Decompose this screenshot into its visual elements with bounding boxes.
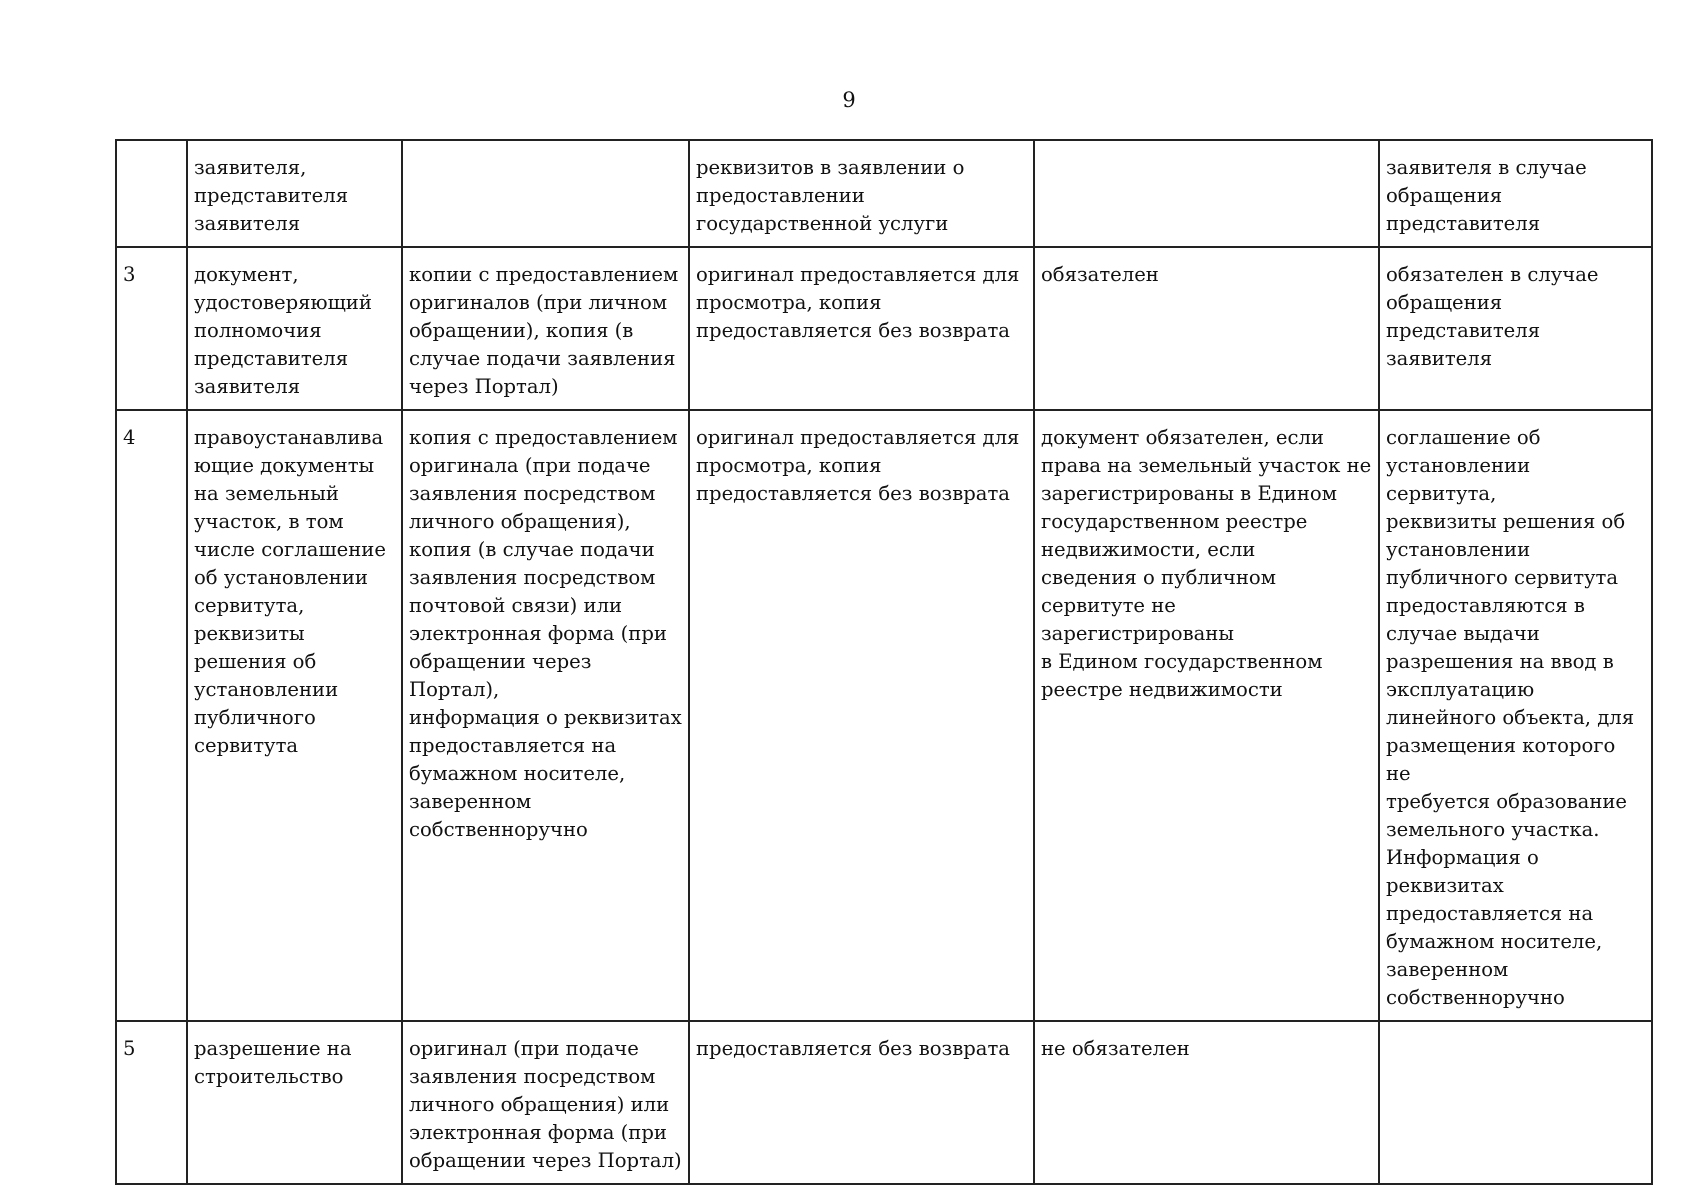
- submission-note-cell: предоставляется без возврата: [689, 1021, 1034, 1184]
- document-name-cell: заявителя, представителя заявителя: [187, 140, 402, 247]
- row-number-cell: 3: [116, 247, 187, 410]
- requirement-cell: не обязателен: [1034, 1021, 1379, 1184]
- requirement-cell: обязателен: [1034, 247, 1379, 410]
- comment-cell: соглашение об установлении сервитута, реквизиты решения об установлении публичного сервитута предоставляются в случае выдачи разрешения на ввод в эксплуатацию линейного объекта, для размещения которого не требуется образование земельного участка. Информация о реквизитах предоставляется на бумажном носителе, заверенном собственноручно: [1379, 410, 1652, 1021]
- requirement-cell: документ обязателен, если права на земельный участок не зарегистрированы в Едином государственном реестре недвижимости, если сведения о публичном сервитуте не зарегистрированы в Едином государственном реестре недвижимости: [1034, 410, 1379, 1021]
- comment-cell: [1379, 1021, 1652, 1184]
- submission-note-cell: реквизитов в заявлении о предоставлении государственной услуги: [689, 140, 1034, 247]
- document-name-cell: разрешение на строительство: [187, 1021, 402, 1184]
- document-form-cell: копия с предоставлением оригинала (при подаче заявления посредством личного обращения), копия (в случае подачи заявления посредством почтовой связи) или электронная форма (при обращении через Портал), информация о реквизитах предоставляется на бумажном носителе, заверенном собственноручно: [402, 410, 689, 1021]
- document-name-cell: правоустанавлива ющие документы на земельный участок, в том числе соглашение об установлении сервитута, реквизиты решения об установлении публичного сервитута: [187, 410, 402, 1021]
- row-number-cell: [116, 140, 187, 247]
- row-number-cell: 4: [116, 410, 187, 1021]
- comment-cell: заявителя в случае обращения представителя: [1379, 140, 1652, 247]
- table-row: [116, 1021, 1652, 1184]
- table-row: [116, 140, 1652, 247]
- page-number: 9: [842, 88, 856, 112]
- document-form-cell: копии с предоставлением оригиналов (при личном обращении), копия (в случае подачи заявления через Портал): [402, 247, 689, 410]
- requirement-cell: [1034, 140, 1379, 247]
- comment-cell: обязателен в случае обращения представителя заявителя: [1379, 247, 1652, 410]
- submission-note-cell: оригинал предоставляется для просмотра, копия предоставляется без возврата: [689, 247, 1034, 410]
- document-form-cell: оригинал (при подаче заявления посредством личного обращения) или электронная форма (при обращении через Портал): [402, 1021, 689, 1184]
- table-row: [116, 410, 1652, 1021]
- submission-note-cell: оригинал предоставляется для просмотра, копия предоставляется без возврата: [689, 410, 1034, 1021]
- table-row: [116, 247, 1652, 410]
- row-number-cell: 5: [116, 1021, 187, 1184]
- document-form-cell: [402, 140, 689, 247]
- document-name-cell: документ, удостоверяющий полномочия представителя заявителя: [187, 247, 402, 410]
- documents-table: [115, 139, 1653, 1185]
